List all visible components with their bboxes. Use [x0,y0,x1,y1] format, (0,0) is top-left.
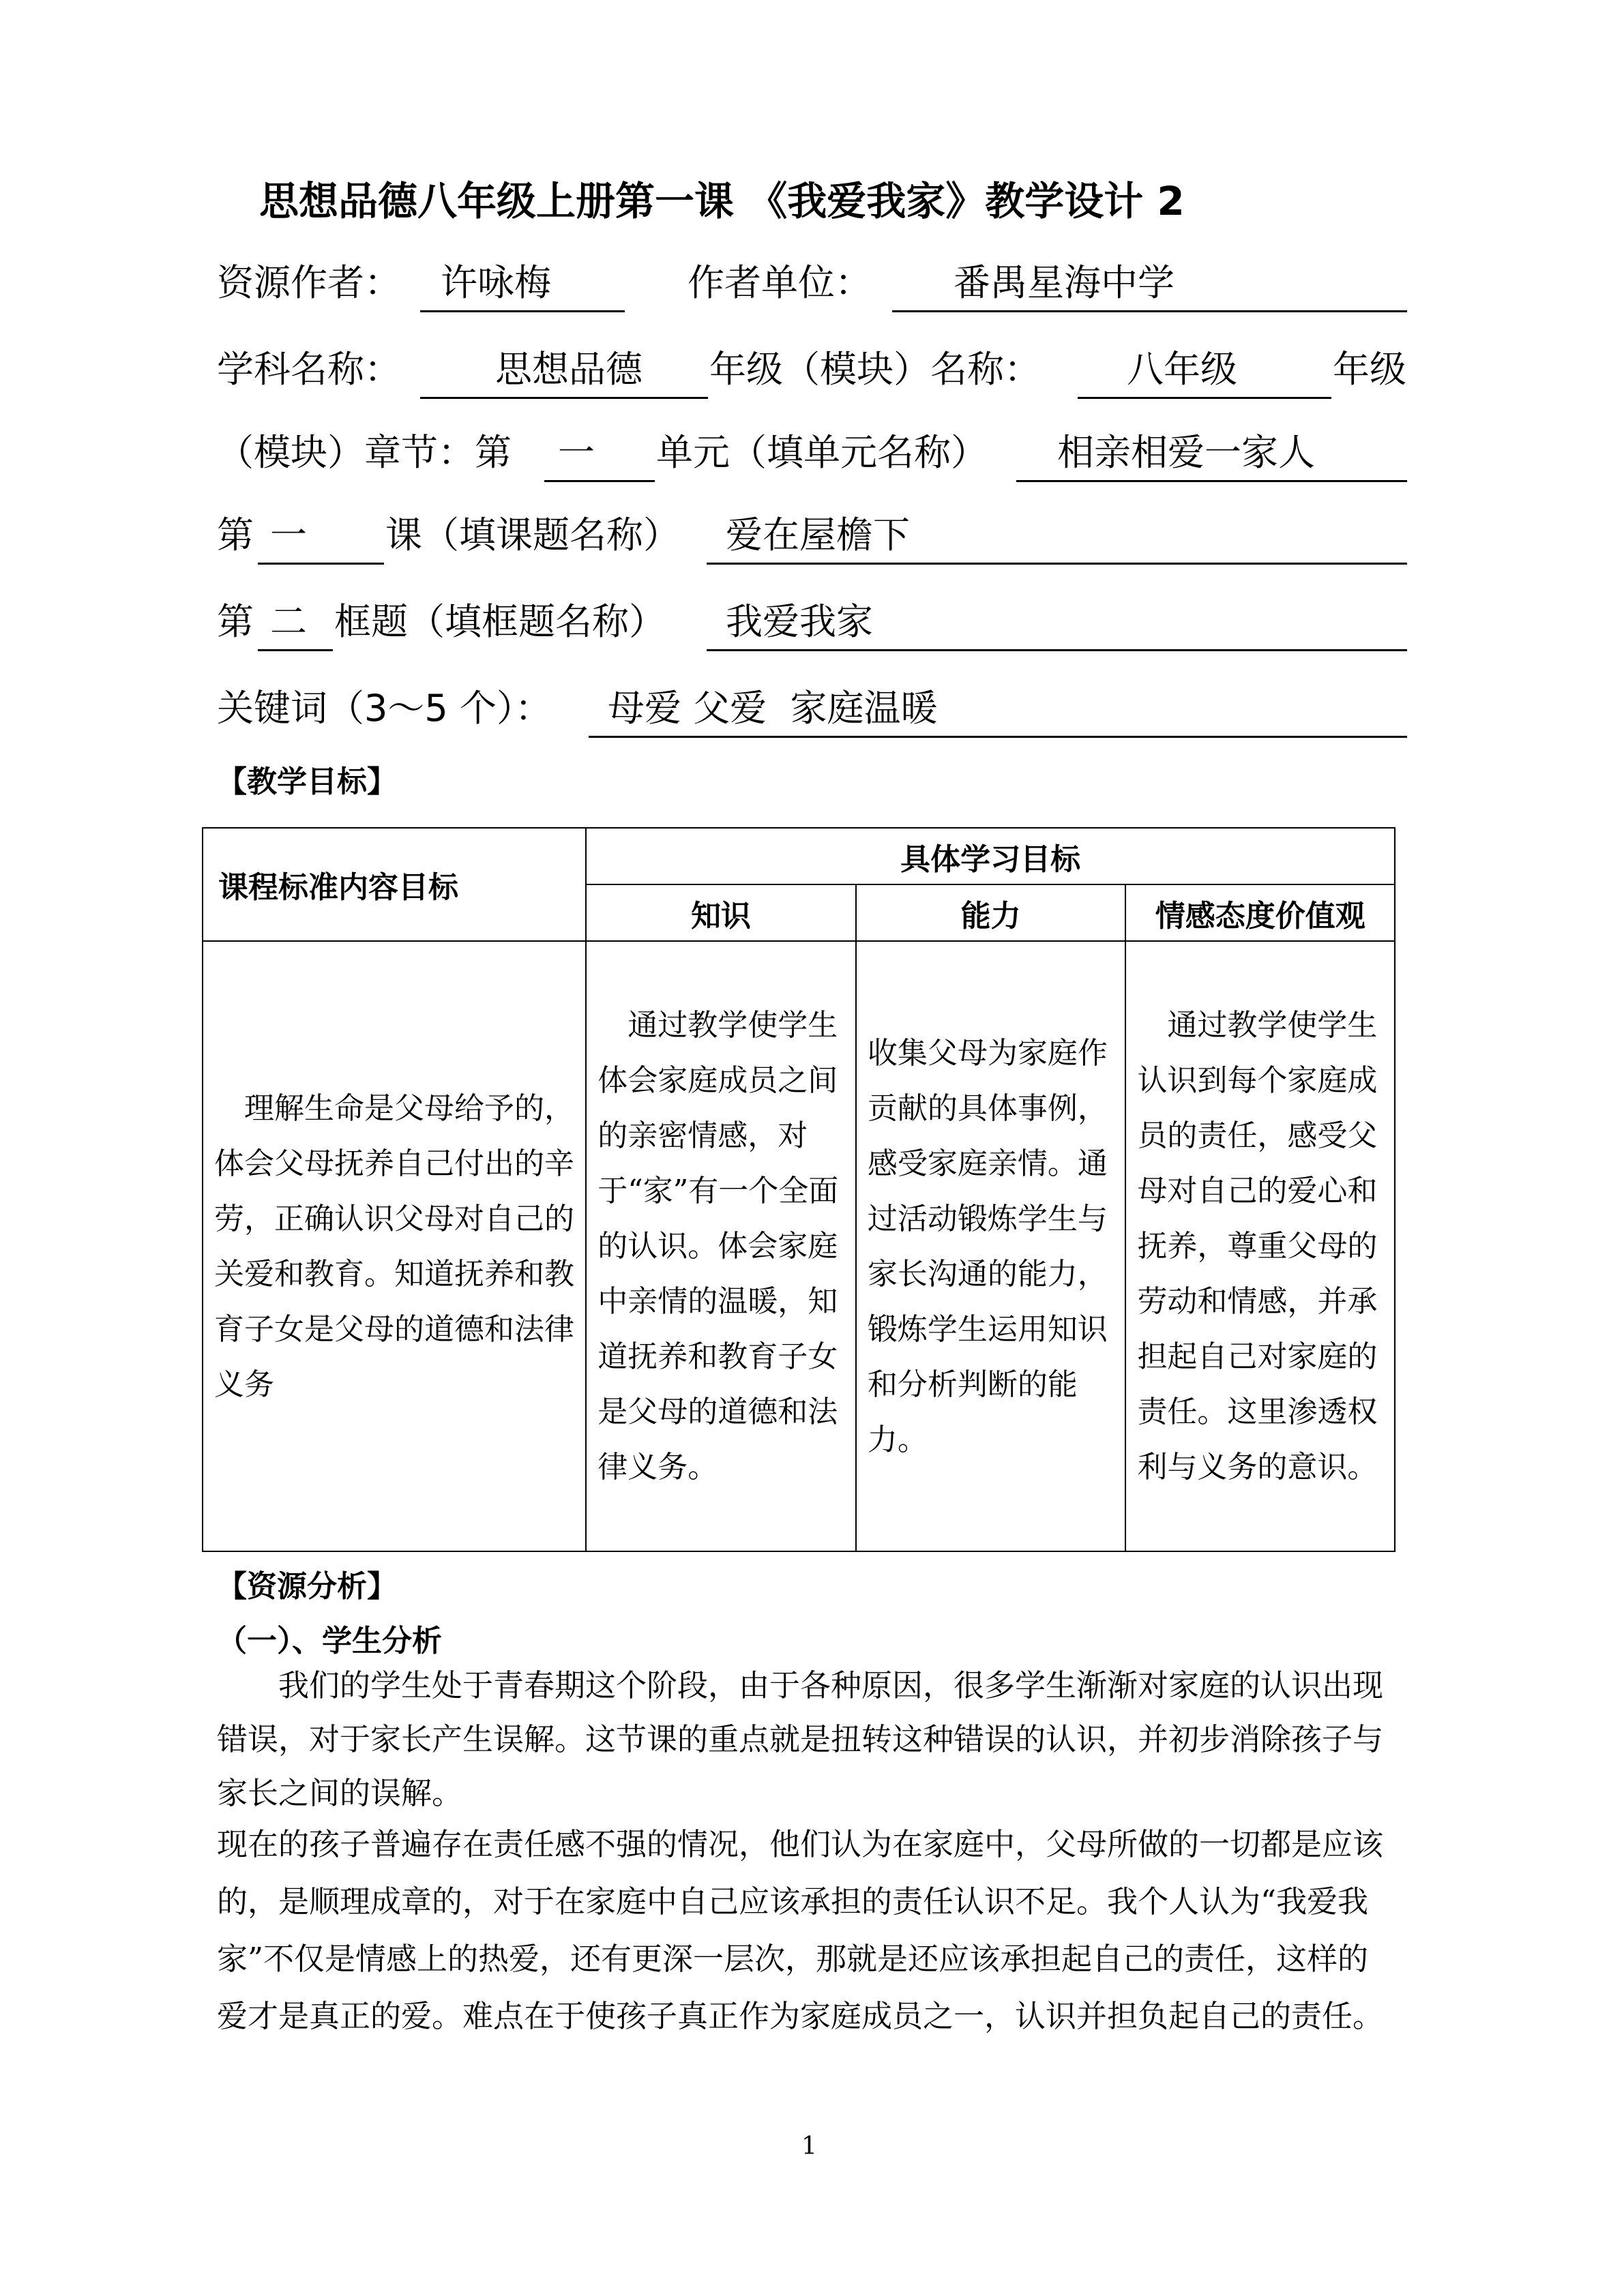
header-ability: 能力 [856,884,1126,941]
grade-field [1078,342,1331,399]
keywords-field [589,681,1407,738]
grade-value: 八年级 [1127,348,1237,391]
chapter-name: 相亲相爱一家人 [1057,431,1315,474]
subject-label: 学科名称： [217,348,401,391]
unit-label: 作者单位： [688,261,872,304]
standard-text: 理解生命是父母给予的，体会父母抚养自己付出的辛劳，正确认识父母对自己的关爱和教育。知道抚养和教育子女是父母的道德和法律义务 [214,1090,574,1402]
knowledge-text: 通过教学使学生体会家庭成员之间的亲密情感，对于“家”有一个全面的认识。体会家庭中亲情的温暖，知道抚养和教育子女是父母的道德和法律义务。 [597,1008,839,1485]
subject-row [217,342,1407,417]
lesson-mid: 课（填课题名称） [385,513,680,556]
frame-prefix: 第 [217,600,254,643]
author-field [420,256,625,312]
cell-knowledge [586,941,856,1551]
cell-emotion [1125,941,1395,1551]
cell-standard [203,941,586,1551]
subject-field [420,342,708,399]
author-value: 许咏梅 [441,261,551,304]
paragraph-2: 现在的孩子普遍存在责任感不强的情况，他们认为在家庭中，父母所做的一切都是应该的，是顺理成章的，对于在家庭中自己应该承担的责任认识不足。我个人认为“我爱我家”不仅是情感上的热爱，还有更深一层次，那就是还应该承担起自己的责任，这样的爱才是真正的爱。难点在于使孩子真正作为家庭成员之一，认识并担负起自己的责任。 [217,1826,1384,2034]
keywords-label: 关键词（3～5 个）： [217,687,552,730]
chapter-mid: 单元（填单元名称） [656,431,988,474]
unit-field [892,256,1407,312]
keywords-value: 母爱 父爱 家庭温暖 [608,687,938,730]
lesson-prefix: 第 [217,513,254,556]
lesson-name: 爱在屋檐下 [726,513,910,556]
author-label: 资源作者： [217,261,401,304]
keywords-row [217,681,1407,756]
chapter-label: （模块）章节：第 [217,431,512,474]
chapter-num-field [544,426,655,482]
frame-mid: 框题（填框题名称） [334,600,666,643]
chapter-name-field [1016,426,1407,482]
header-specific: 具体学习目标 [586,828,1395,884]
frame-row [217,595,1407,670]
frame-name-field [707,595,1407,651]
frame-num: 二 [270,600,307,643]
cell-ability [856,941,1126,1551]
subsection-student-analysis: （一）、学生分析 [217,1624,442,1658]
lesson-num-field [258,508,384,565]
frame-name: 我爱我家 [726,600,873,643]
ability-text: 收集父母为家庭作贡献的具体事例，感受家庭亲情。通过活动锻炼学生与家长沟通的能力，锻炼学生运用知识和分析判断的能力。 [867,1035,1108,1457]
frame-num-field [258,595,333,651]
document-title: 思想品德八年级上册第一课 《我爱我家》教学设计 2 [259,178,1185,224]
grade-tail: 年级 [1333,348,1406,391]
header-emotion: 情感态度价值观 [1125,884,1395,941]
emotion-text: 通过教学使学生认识到每个家庭成员的责任，感受父母对自己的爱心和抚养，尊重父母的劳动和情感，并承担起自己对家庭的责任。这里渗透权利与义务的意识。 [1137,1008,1378,1485]
unit-value: 番禺星海中学 [954,261,1175,304]
goals-table [202,827,1396,1552]
author-row [217,256,1407,331]
subject-value: 思想品德 [495,348,643,391]
header-knowledge: 知识 [586,884,856,941]
grade-label: 年级（模块）名称： [709,348,1041,391]
chapter-row [217,426,1407,501]
chapter-num: 一 [558,431,595,474]
lesson-name-field [707,508,1407,565]
lesson-row [217,508,1407,583]
section-teaching-goals: 【教学目标】 [217,764,397,799]
header-standard: 课程标准内容目标 [203,828,586,941]
page-number: 1 [801,2132,817,2160]
section-resource-analysis: 【资源分析】 [217,1569,397,1604]
lesson-num: 一 [270,513,307,556]
paragraph-1: 我们的学生处于青春期这个阶段，由于各种原因，很多学生渐渐对家庭的认识出现错误，对于家长产生误解。这节课的重点就是扭转这种错误的认识，并初步消除孩子与家长之间的误解。 [217,1667,1384,1811]
